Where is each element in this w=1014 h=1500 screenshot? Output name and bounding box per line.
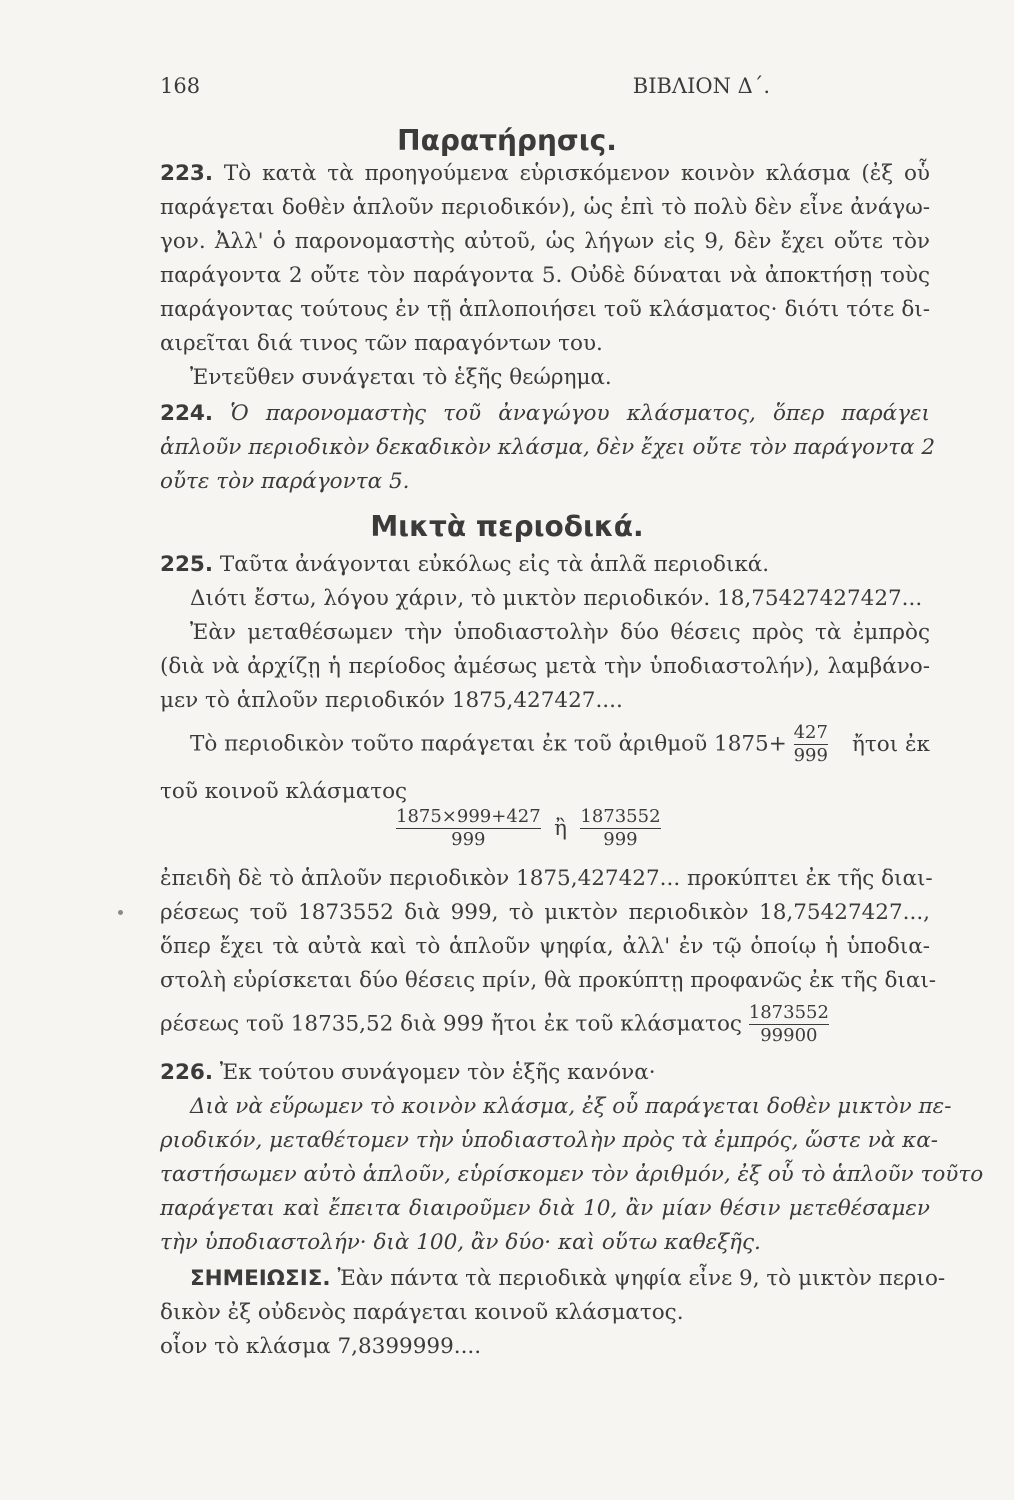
note-line-3: οἷον τὸ κλάσμα 7,8399999.... xyxy=(160,1334,482,1359)
paragraph-226-line-6: τὴν ὑποδιαστολήν· διὰ 100, ἂν δύο· καὶ οὕτω καθεξῆς. xyxy=(160,1230,761,1255)
paragraph-224-line-3: οὔτε τὸν παράγοντα 5. xyxy=(160,469,410,494)
paragraph-number: 225. xyxy=(160,552,214,577)
paragraph-223-line-6: αιρεῖται διά τινος τῶν παραγόντων του. xyxy=(160,331,603,356)
paragraph-number: 226. xyxy=(160,1060,214,1085)
paragraph-226-line-4: ταστήσωμεν αὐτὸ ἁπλοῦν, εὑρίσκομεν τὸν ἀριθμόν, ἐξ οὗ τὸ ἁπλοῦν τοῦτο xyxy=(160,1162,984,1187)
paragraph-225-line-12: ρέσεως τοῦ 18735,52 διὰ 999 ἤτοι ἐκ τοῦ κλάσματος $\frac{1873552}{99900}$ xyxy=(160,1002,829,1046)
note-line-2: δικὸν ἐξ οὐδενὸς παράγεται κοινοῦ κλάσματος. xyxy=(160,1300,684,1325)
section-heading-mixed-periodic: Μικτὰ περιοδικά. xyxy=(370,510,644,543)
paragraph-223-line-3: γον. Ἀλλ' ὁ παρονομαστὴς αὐτοῦ, ὡς λήγων εἰς 9, δὲν ἔχει οὔτε τὸν xyxy=(160,229,930,254)
paragraph-number: 224. xyxy=(160,401,214,426)
paragraph-223-line-5: παράγοντας τούτους ἐν τῇ ἁπλοποιήσει τοῦ κλάσματος· διότι τότε δι- xyxy=(160,297,930,322)
paragraph-number: 223. xyxy=(160,161,214,186)
paragraph-226-line-1: 226. Ἐκ τούτου συνάγομεν τὸν ἑξῆς κανόνα· xyxy=(160,1060,656,1085)
running-title: ΒΙΒΛΙΟΝ Δ΄. xyxy=(632,74,770,98)
paragraph-223-line-4: παράγοντα 2 οὔτε τὸν παράγοντα 5. Οὐδὲ δύναται νὰ ἀποκτήσῃ τοὺς xyxy=(160,263,930,288)
note-line-1: ΣΗΜΕΙΩΣΙΣ. Ἐὰν πάντα τὰ περιοδικὰ ψηφία εἶνε 9, τὸ μικτὸν περιο- xyxy=(190,1266,946,1291)
fraction-1873552-999: $\frac{1873552}{999}$ xyxy=(580,806,661,850)
paragraph-225-line-3: Ἐὰν μεταθέσωμεν τὴν ὑποδιαστολὴν δύο θέσεις πρὸς τὰ ἐμπρὸς xyxy=(190,620,930,645)
running-header xyxy=(160,74,770,98)
page-number: 168 xyxy=(160,74,201,98)
fraction-equation: $\frac{1875\times 999+427}{999}$ ἢ $\frac{1873552}{999}$ xyxy=(396,806,661,850)
paragraph-226-line-2: Διὰ νὰ εὕρωμεν τὸ κοινὸν κλάσμα, ἐξ οὗ παράγεται δοθὲν μικτὸν πε- xyxy=(190,1094,952,1119)
paragraph-225-line-1: 225. Ταῦτα ἀνάγονται εὐκόλως εἰς τὰ ἁπλᾶ περιοδικά. xyxy=(160,552,770,577)
paragraph-225-line-9: ρέσεως τοῦ 1873552 διὰ 999, τὸ μικτὸν περιοδικὸν 18,75427427..., xyxy=(160,900,930,925)
paragraph-225-line-7: τοῦ κοινοῦ κλάσματος xyxy=(160,779,408,804)
paragraph-225-line-5: μεν τὸ ἁπλοῦν περιοδικόν 1875,427427.... xyxy=(160,688,623,713)
paragraph-226-line-3: ριοδικόν, μεταθέτομεν τὴν ὑποδιαστολὴν πρὸς τὰ ἐμπρός, ὥστε νὰ κα- xyxy=(160,1128,939,1153)
paragraph-225-line-2: Διότι ἔστω, λόγου χάριν, τὸ μικτὸν περιοδικόν. 18,75427427427... xyxy=(190,586,923,611)
margin-mark xyxy=(118,910,123,915)
paragraph-225-line-10: ὅπερ ἔχει τὰ αὐτὰ καὶ τὸ ἁπλοῦν ψηφία, ἀλλ' ἐν τῷ ὁποίῳ ἡ ὑποδια- xyxy=(160,934,930,959)
paragraph-225-line-11: στολὴ εὑρίσκεται δύο θέσεις πρίν, θὰ προκύπτῃ προφανῶς ἐκ τῆς διαι- xyxy=(160,968,937,993)
paragraph-224-line-1: 224. Ὁ παρονομαστὴς τοῦ ἀναγώγου κλάσματος, ὅπερ παράγει xyxy=(160,401,930,426)
section-heading-observation: Παρατήρησις. xyxy=(397,124,617,157)
fraction-1873552-99900: $\frac{1873552}{99900}$ xyxy=(748,1002,829,1046)
fraction-expression: $\frac{1875\times 999+427}{999}$ xyxy=(396,806,541,850)
paragraph-223-line-7: Ἐντεῦθεν συνάγεται τὸ ἑξῆς θεώρημα. xyxy=(190,365,612,390)
paragraph-223-line-2: παράγεται δοθὲν ἁπλοῦν περιοδικόν), ὡς ἐπὶ τὸ πολὺ δὲν εἶνε ἀνάγω- xyxy=(160,195,930,220)
paragraph-225-line-8: ἐπειδὴ δὲ τὸ ἁπλοῦν περιοδικὸν 1875,427427... προκύπτει ἐκ τῆς διαι- xyxy=(160,866,933,891)
paragraph-225-line-4: (διὰ νὰ ἀρχίζῃ ἡ περίοδος ἀμέσως μετὰ τὴν ὑποδιαστολήν), λαμβάνο- xyxy=(160,654,930,679)
paragraph-224-line-2: ἁπλοῦν περιοδικὸν δεκαδικὸν κλάσμα, δὲν ἔχει οὔτε τὸν παράγοντα 2 xyxy=(160,435,936,460)
paragraph-225-line-6: Τὸ περιοδικὸν τοῦτο παράγεται ἐκ τοῦ ἀριθμοῦ 1875+ $\frac{427}{999}$ ἤτοι ἐκ xyxy=(190,722,930,766)
fraction-427-999: $\frac{427}{999}$ xyxy=(793,722,828,766)
note-label: ΣΗΜΕΙΩΣΙΣ. xyxy=(190,1266,331,1291)
paragraph-226-line-5: παράγεται καὶ ἔπειτα διαιροῦμεν διὰ 10, ἂν μίαν θέσιν μετεθέσαμεν xyxy=(160,1196,930,1221)
paragraph-223-line-1: 223. Τὸ κατὰ τὰ προηγούμενα εὑρισκόμενον κοινὸν κλάσμα (ἐξ οὗ xyxy=(160,161,931,186)
